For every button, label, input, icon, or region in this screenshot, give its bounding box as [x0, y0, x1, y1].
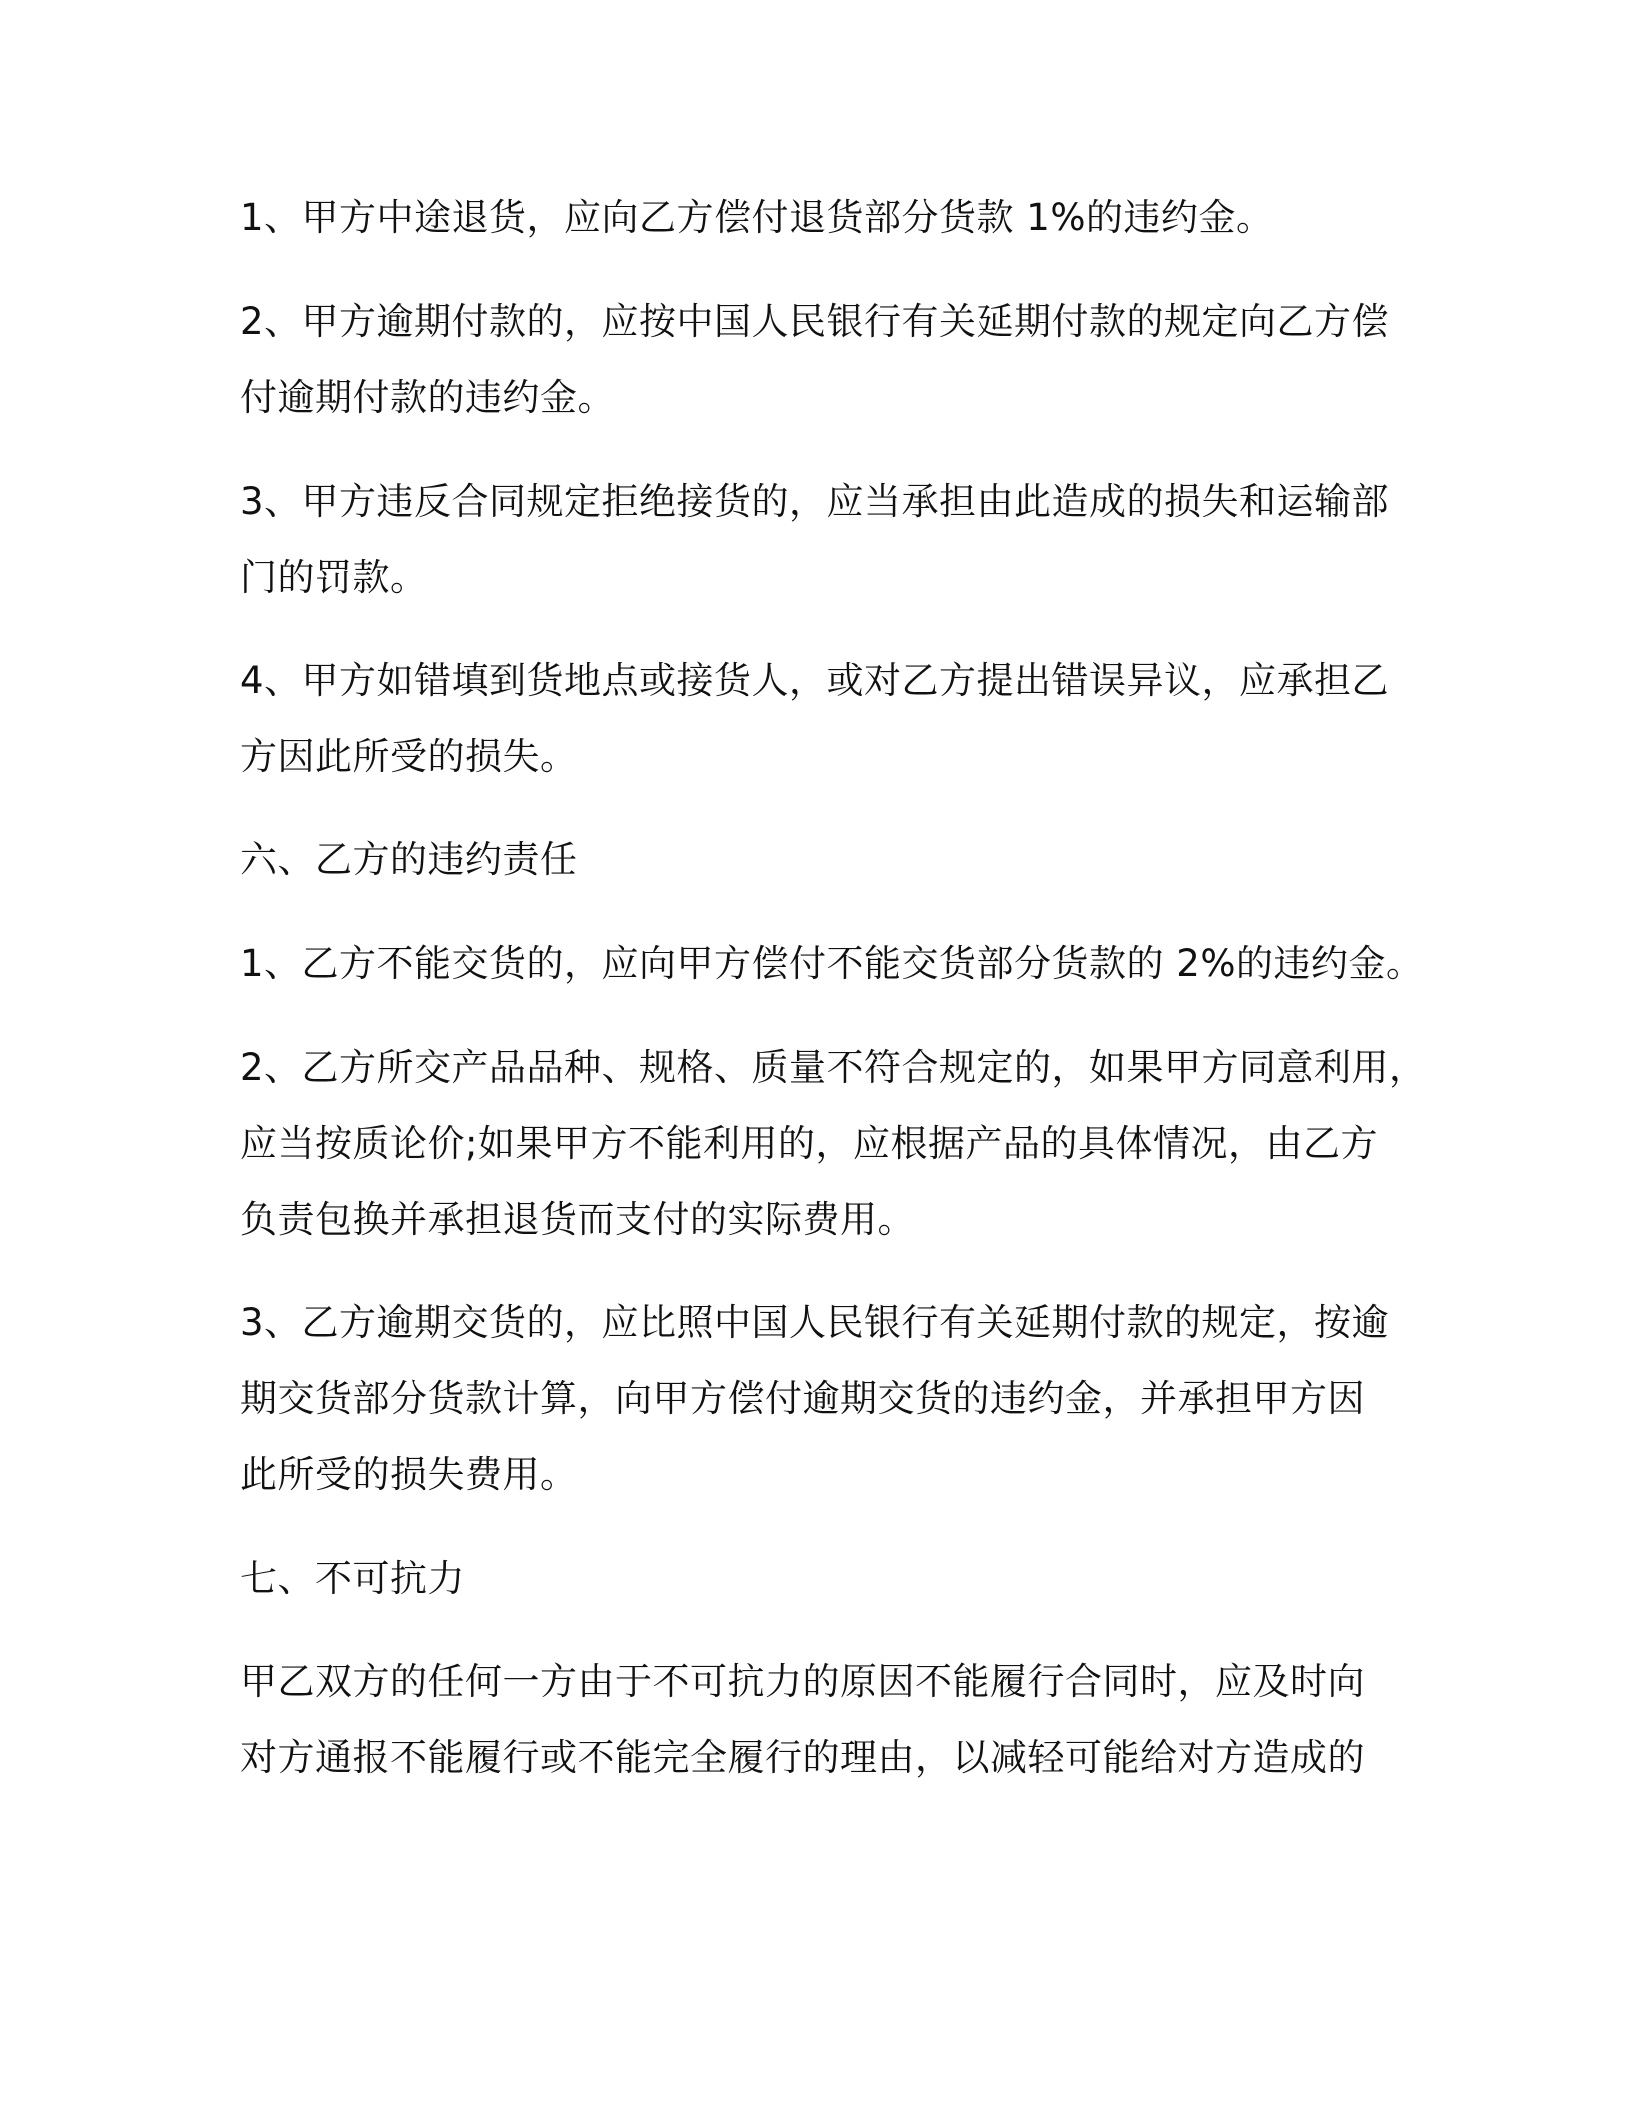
section-heading-6: 六、乙方的违约责任: [240, 838, 578, 881]
text-line-penalty-2b: 付逾期付款的违约金。: [240, 376, 615, 419]
text-line-seller-2a: 2、乙方所交产品品种、规格、质量不符合规定的，如果甲方同意利用，: [240, 1046, 1427, 1089]
text-line-penalty-4a: 4、甲方如错填到货地点或接货人，或对乙方提出错误异议，应承担乙: [240, 659, 1390, 702]
text-line-force-majeure-b: 对方通报不能履行或不能完全履行的理由，以减轻可能给对方造成的: [240, 1736, 1365, 1779]
text-line-seller-2b: 应当按质论价;如果甲方不能利用的，应根据产品的具体情况，由乙方: [240, 1122, 1378, 1165]
text-line-penalty-2a: 2、甲方逾期付款的，应按中国人民银行有关延期付款的规定向乙方偿: [240, 300, 1390, 343]
text-line-penalty-1: 1、甲方中途退货，应向乙方偿付退货部分货款 1%的违约金。: [240, 196, 1274, 239]
text-line-force-majeure-a: 甲乙双方的任何一方由于不可抗力的原因不能履行合同时，应及时向: [240, 1660, 1365, 1703]
text-line-seller-3a: 3、乙方逾期交货的，应比照中国人民银行有关延期付款的规定，按逾: [240, 1301, 1390, 1344]
text-line-seller-1: 1、乙方不能交货的，应向甲方偿付不能交货部分货款的 2%的违约金。: [240, 942, 1424, 985]
text-line-seller-3c: 此所受的损失费用。: [240, 1453, 578, 1496]
text-line-seller-2c: 负责包换并承担退货而支付的实际费用。: [240, 1198, 915, 1241]
text-line-penalty-3b: 门的罚款。: [240, 556, 428, 599]
section-heading-7: 七、不可抗力: [240, 1557, 465, 1600]
text-line-penalty-4b: 方因此所受的损失。: [240, 735, 578, 778]
text-line-penalty-3a: 3、甲方违反合同规定拒绝接货的，应当承担由此造成的损失和运输部: [240, 480, 1390, 523]
text-line-seller-3b: 期交货部分货款计算，向甲方偿付逾期交货的违约金，并承担甲方因: [240, 1377, 1365, 1420]
